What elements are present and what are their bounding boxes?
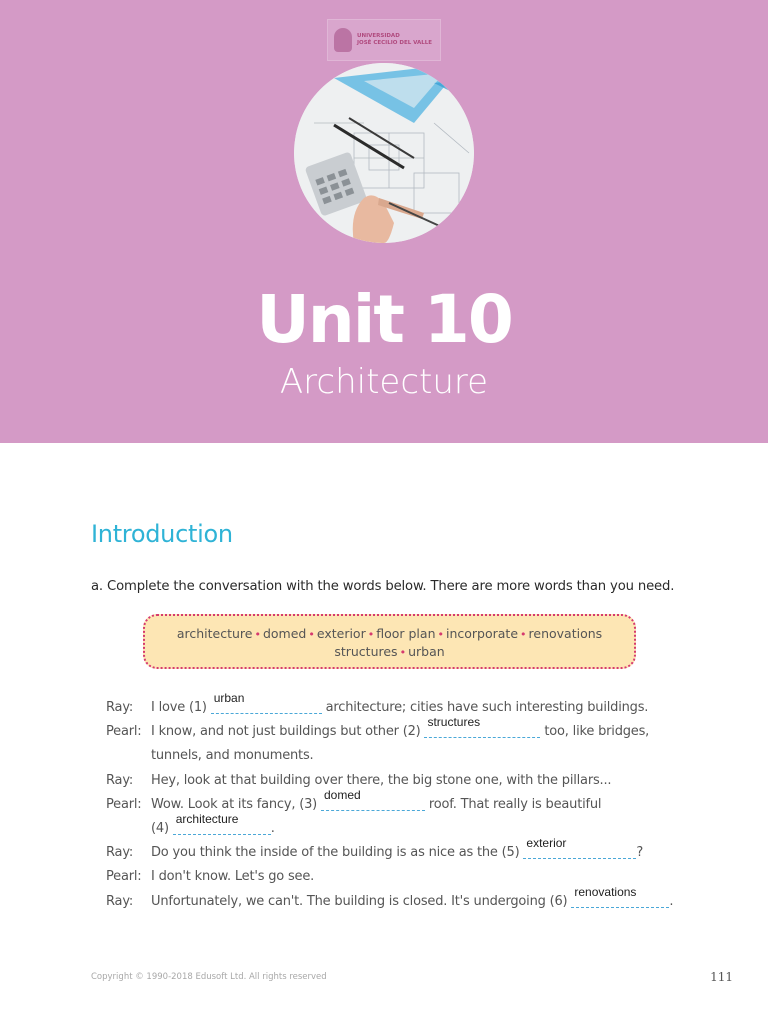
answer-blank[interactable] (321, 787, 425, 811)
dialogue-text-before: Wow. Look at its fancy, (3) (151, 796, 321, 812)
copyright-notice: Copyright © 1990-2018 Edusoft Ltd. All rights reserved (91, 972, 327, 982)
word-bank-bullet: • (520, 628, 527, 641)
dialogue-text (151, 836, 644, 865)
word-bank-bullet: • (437, 628, 444, 641)
dialogue-text-before: Do you think the inside of the building is as nice as the (5) (151, 845, 524, 861)
section-title: Introduction (91, 520, 233, 548)
exercise-instruction: a. Complete the conversation with the words below. There are more words than you need. (91, 579, 675, 594)
speaker-name: Ray: (106, 893, 134, 909)
dialogue-text (151, 865, 314, 889)
university-crest-icon (334, 28, 352, 52)
dialogue-text-after: roof. That really is beautiful (424, 796, 602, 812)
filled-answer: urban (213, 691, 245, 705)
page-number: 111 (710, 970, 733, 984)
conversation (106, 691, 706, 914)
dialogue-line (106, 811, 706, 841)
architecture-drafting-photo (294, 63, 474, 243)
word-bank-line-2 (145, 643, 634, 661)
logo-line-2: JOSÉ CECILIO DEL VALLE (357, 40, 433, 46)
speaker-name: Ray: (106, 700, 134, 715)
dialogue-text-after: ? (636, 845, 644, 861)
dialogue-line (106, 715, 706, 744)
dialogue-text-before: tunnels, and monuments. (151, 748, 314, 764)
word-bank-word: domed (262, 626, 307, 641)
dialogue-text (151, 769, 611, 793)
filled-answer: renovations (574, 884, 637, 899)
word-bank (143, 614, 636, 669)
dialogue-line (106, 691, 706, 720)
unit-subtitle: Architecture (279, 362, 489, 402)
speaker-name: Ray: (106, 845, 134, 861)
speaker-name: Pearl: (106, 724, 142, 740)
answer-blank[interactable] (173, 811, 271, 835)
dialogue-text (151, 691, 649, 720)
dialogue-text (151, 811, 275, 841)
speaker-name: Ray: (106, 772, 134, 788)
word-bank-word: urban (408, 644, 445, 659)
answer-blank[interactable] (523, 836, 636, 859)
dialogue-text-after: architecture; cities have such interesting buildings. (321, 700, 649, 715)
word-bank-line-1 (145, 625, 634, 643)
word-bank-word: renovations (528, 626, 603, 641)
word-bank-bullet: • (308, 628, 315, 641)
drafting-photo-icon (294, 63, 474, 243)
filled-answer: architecture (175, 811, 239, 826)
dialogue-line (106, 884, 706, 914)
dialogue-line (106, 744, 706, 768)
dialogue-text-before: Unfortunately, we can't. The building is closed. It's undergoing (6) (151, 893, 572, 909)
speaker-name: Pearl: (106, 796, 142, 812)
filled-answer: exterior (526, 836, 567, 851)
filled-answer: domed (323, 787, 361, 802)
dialogue-text-after: too, like bridges, (540, 724, 650, 740)
dialogue-text-after: . (270, 820, 275, 836)
logo-line-1: UNIVERSIDAD (357, 33, 400, 39)
word-bank-bullet: • (399, 646, 407, 659)
speaker-name: Pearl: (106, 869, 142, 885)
dialogue-text-before: I know, and not just buildings but other (2) (151, 724, 425, 740)
dialogue-line (106, 769, 706, 793)
dialogue-text (151, 884, 674, 914)
word-bank-bullet: • (367, 628, 375, 641)
dialogue-text (151, 715, 650, 744)
university-logo-text (357, 33, 432, 47)
university-logo (327, 19, 441, 61)
dialogue-text (151, 744, 313, 768)
answer-blank[interactable] (211, 691, 322, 714)
dialogue-text-after: . (669, 893, 674, 909)
word-bank-word: floor plan (376, 626, 436, 641)
unit-title: Unit 10 (256, 281, 512, 358)
dialogue-text-before: (4) (151, 820, 173, 836)
word-bank-word: architecture (176, 626, 253, 641)
answer-blank[interactable] (424, 715, 540, 738)
unit-header (0, 0, 768, 443)
dialogue-text-before: I don't know. Let's go see. (151, 869, 315, 885)
dialogue-text-before: Hey, look at that building over there, the big stone one, with the pillars... (151, 772, 612, 788)
word-bank-bullet: • (254, 628, 261, 641)
word-bank-word: structures (334, 644, 398, 659)
dialogue-line (106, 836, 706, 865)
filled-answer: structures (427, 715, 481, 730)
dialogue-text-before: I love (1) (151, 700, 211, 715)
word-bank-word: exterior (316, 626, 366, 641)
word-bank-word: incorporate (446, 626, 519, 641)
answer-blank[interactable] (571, 884, 669, 908)
